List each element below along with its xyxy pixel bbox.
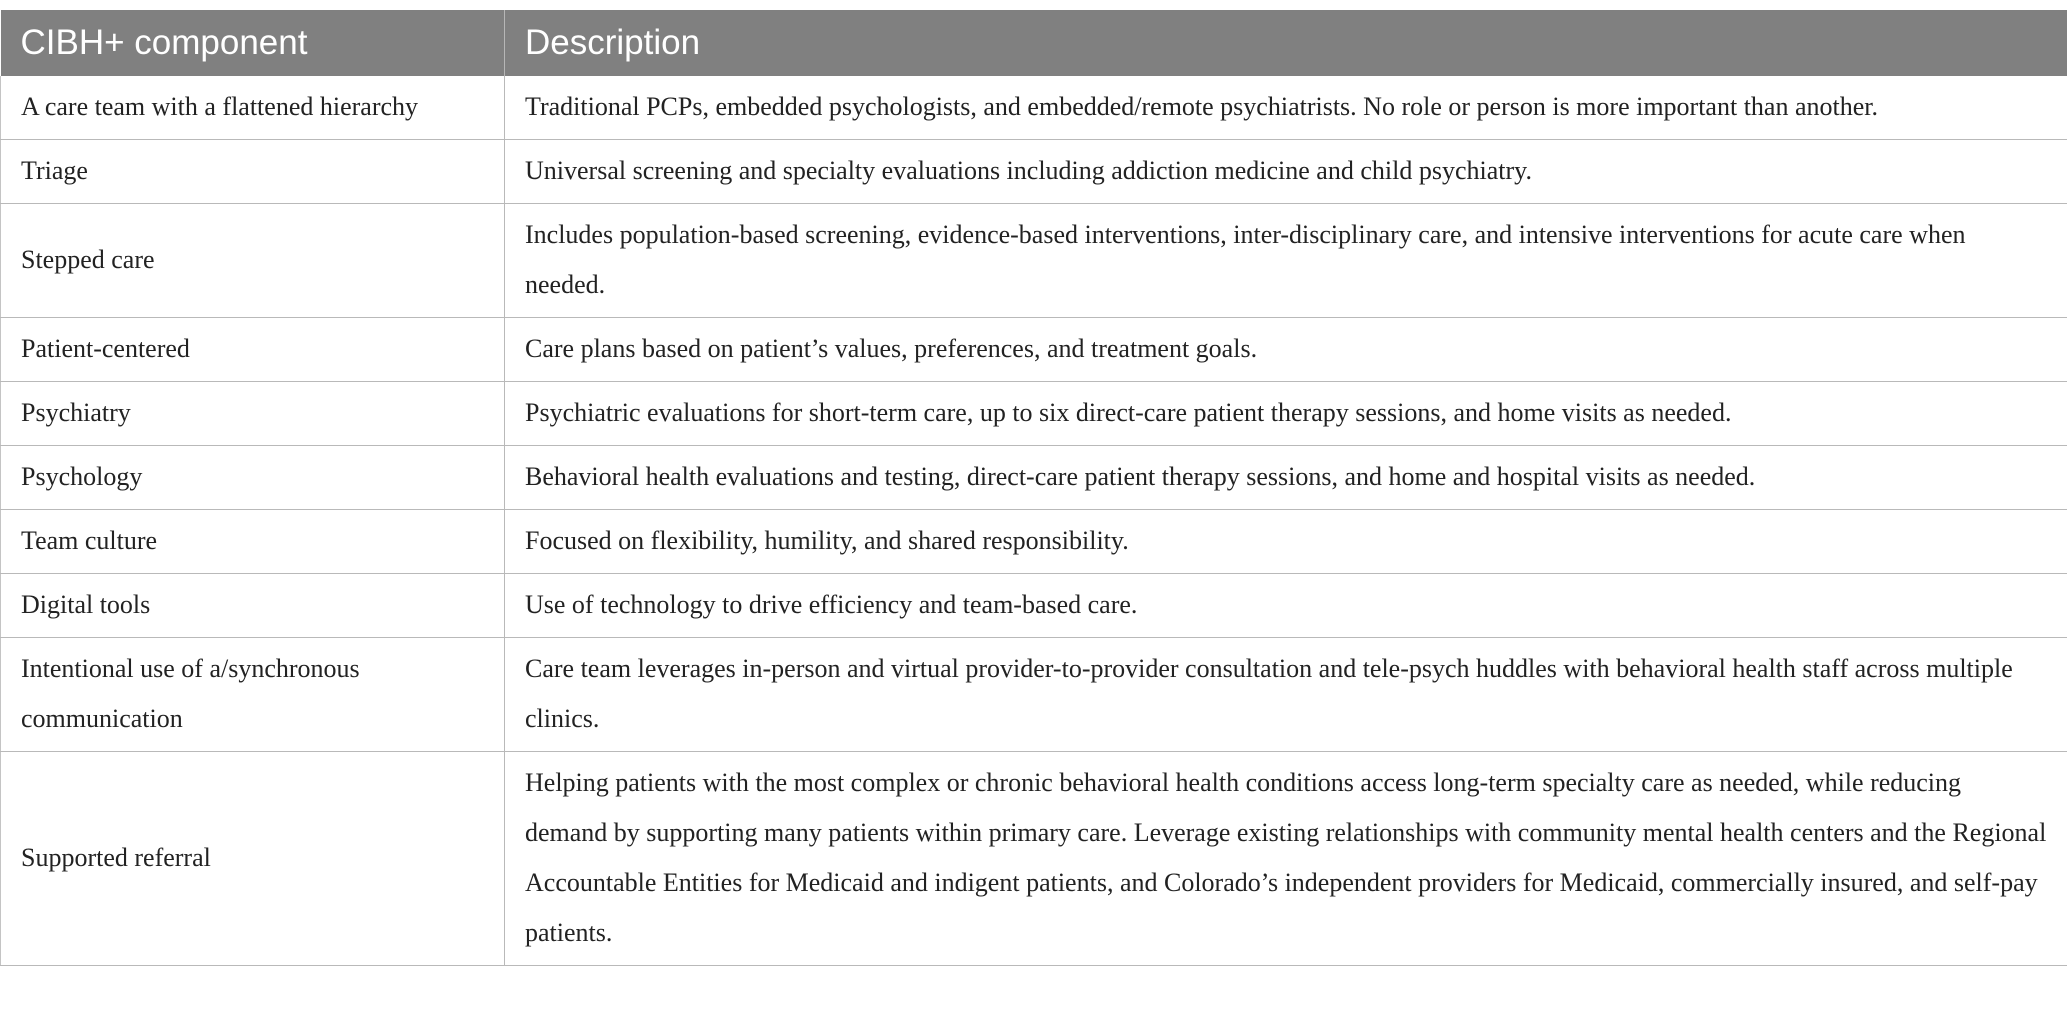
table-body: [1, 76, 2067, 966]
description-cell: Behavioral health evaluations and testing, direct-care patient therapy sessions, and home and hospital visits as needed.: [505, 446, 2067, 510]
description-cell: Traditional PCPs, embedded psychologists, and embedded/remote psychiatrists. No role or person is more important than another.: [505, 76, 2067, 140]
description-cell: Psychiatric evaluations for short-term care, up to six direct-care patient therapy sessions, and home visits as needed.: [505, 382, 2067, 446]
description-cell: Universal screening and specialty evaluations including addiction medicine and child psychiatry.: [505, 140, 2067, 204]
component-cell: Psychology: [1, 446, 505, 510]
table-row: [1, 752, 2067, 966]
column-header-component: CIBH+ component: [1, 10, 505, 76]
cibh-components-table: [0, 10, 2067, 966]
description-cell: Helping patients with the most complex or chronic behavioral health conditions access long-term specialty care as needed, while reducing demand by supporting many patients within primary care. Leverage existing relationships with community mental health centers and the Regional Accountable Entities for Medicaid and indigent patients, and Colorado’s independent providers for Medicaid, commercially insured, and self-pay patients.: [505, 752, 2067, 966]
table-row: [1, 204, 2067, 318]
component-cell: Supported referral: [1, 752, 505, 966]
description-cell: Includes population-based screening, evidence-based interventions, inter-disciplinary care, and intensive interventions for acute care when needed.: [505, 204, 2067, 318]
description-cell: Use of technology to drive efficiency and team-based care.: [505, 574, 2067, 638]
component-cell: Triage: [1, 140, 505, 204]
description-cell: Care plans based on patient’s values, preferences, and treatment goals.: [505, 318, 2067, 382]
table-row: [1, 76, 2067, 140]
component-cell: Patient-centered: [1, 318, 505, 382]
table-row: [1, 638, 2067, 752]
column-header-description: Description: [505, 10, 2067, 76]
cibh-components-table-container: [0, 10, 2067, 966]
table-row: [1, 140, 2067, 204]
component-cell: Psychiatry: [1, 382, 505, 446]
table-row: [1, 382, 2067, 446]
table-row: [1, 574, 2067, 638]
header-row: [1, 10, 2067, 76]
component-cell: Stepped care: [1, 204, 505, 318]
component-cell: Team culture: [1, 510, 505, 574]
description-cell: Focused on flexibility, humility, and shared responsibility.: [505, 510, 2067, 574]
component-cell: Intentional use of a/synchronous communication: [1, 638, 505, 752]
component-cell: A care team with a flattened hierarchy: [1, 76, 505, 140]
component-cell: Digital tools: [1, 574, 505, 638]
table-row: [1, 446, 2067, 510]
description-cell: Care team leverages in-person and virtual provider-to-provider consultation and tele-psych huddles with behavioral health staff across multiple clinics.: [505, 638, 2067, 752]
table-row: [1, 318, 2067, 382]
table-header: [1, 10, 2067, 76]
table-row: [1, 510, 2067, 574]
